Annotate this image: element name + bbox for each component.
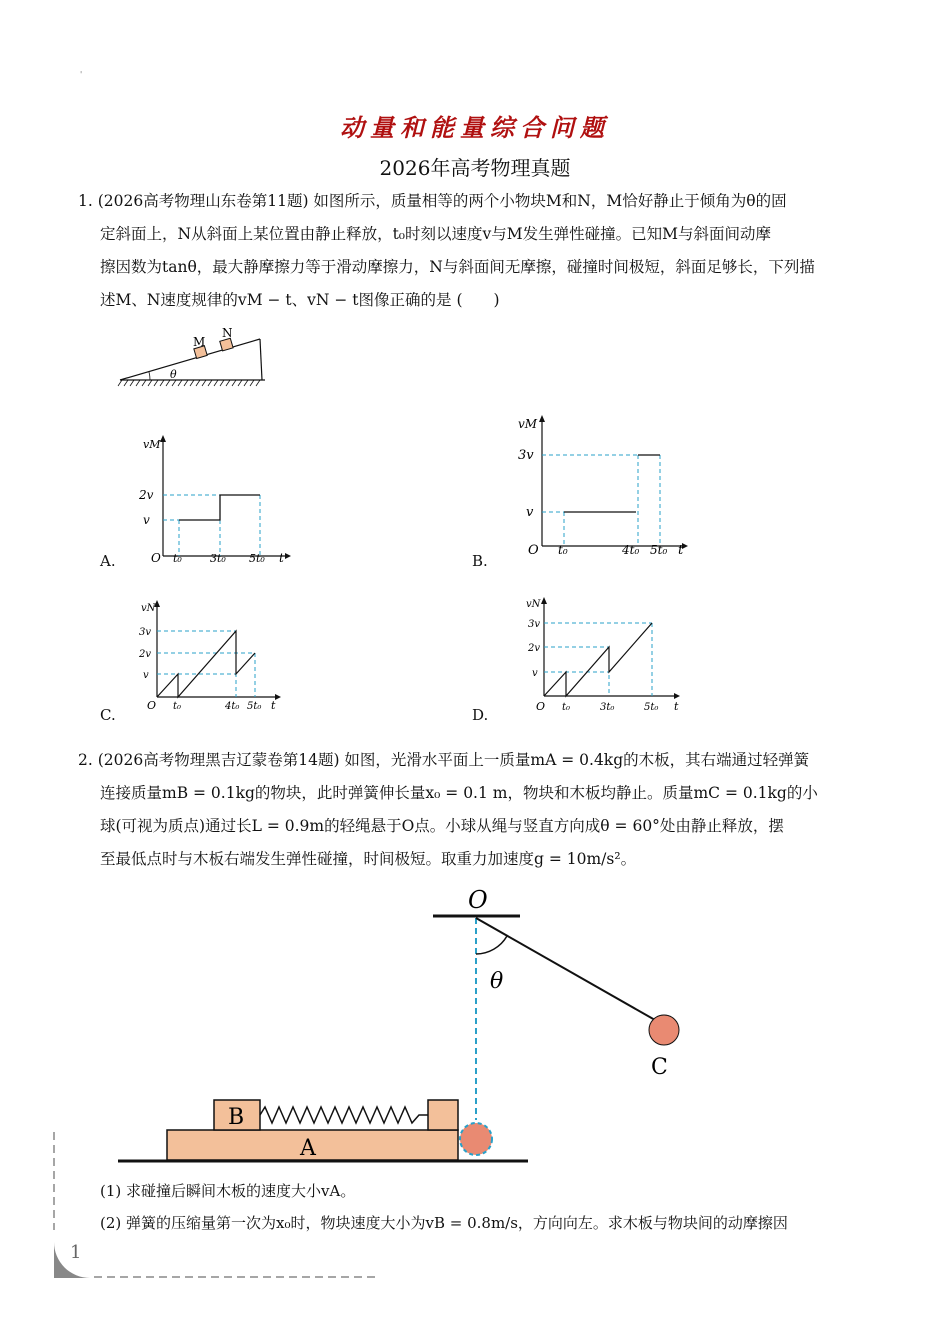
angle-label-theta: θ [490,969,504,994]
option-b-xaxis: t [678,543,684,558]
spring [260,1107,428,1123]
q2-line1: (2026高考物理黑吉辽蒙卷第14题) 如图，光滑水平面上一质量mA = 0.4kg的木板，其右端通过轻弹簧 [97,751,810,769]
board-a-label: A [300,1136,316,1161]
question-2-number: 2. [78,751,93,769]
block-n [220,338,233,351]
sub-question-1: (1) 求碰撞后瞬间木板的速度大小vA。 [100,1182,356,1200]
option-a-ytick-2: 2v [139,488,154,502]
option-d-xtick-1: t₀ [562,702,571,713]
option-c-xtick-3: 5t₀ [247,701,262,712]
option-a-graph [135,430,295,570]
option-d-ytick-3: 3v [528,619,541,630]
option-b-yaxis: vM [518,417,538,431]
option-a-label[interactable]: A. [100,552,116,570]
option-a-yaxis: vM [143,438,161,451]
option-a-xtick-1: t₀ [173,552,182,565]
option-b-ytick-2: 3v [518,448,534,463]
option-c-ytick-3: 3v [139,627,152,638]
option-d-ytick-1: v [532,668,538,679]
q2-line4: 至最低点时与木板右端发生弹性碰撞，时间极短。取重力加速度g = 10m/s²。 [100,850,637,868]
board-stop [428,1100,458,1130]
incline-angle-label: θ [170,368,177,381]
option-b-ytick-1: v [526,505,534,520]
option-b-xtick-3: 5t₀ [650,543,668,557]
option-b-origin: O [528,543,539,558]
option-a-origin: O [151,551,161,565]
option-d-xtick-3: 5t₀ [644,702,659,713]
corner-mark: ' [80,70,83,79]
label-n: N [222,326,233,340]
question-1-text [78,185,884,317]
q2-line2: 连接质量mB = 0.1kg的物块，此时弹簧伸长量x₀ = 0.1 m，物块和木板均静止。质量mC = 0.1kg的小 [100,784,818,802]
q2-line3: 球(可视为质点)通过长L = 0.9m的轻绳悬于O点。小球从绳与竖直方向成θ = 60°处由静止释放，摆 [100,817,784,835]
block-b-label: B [228,1105,245,1130]
q1-line2: 定斜面上，N从斜面上某位置由静止释放，t₀时刻以速度v与M发生弹性碰撞。已知M与斜面间动摩 [100,225,772,243]
option-c-label[interactable]: C. [100,706,116,724]
sub-question-2: (2) 弹簧的压缩量第一次为x₀时，物块速度大小为vB = 0.8m/s，方向向左。求木板与物块间的动摩擦因 [100,1214,788,1232]
option-a-ytick-1: v [143,513,150,527]
option-d-label[interactable]: D. [472,706,489,724]
pivot-label-o: O [468,886,488,914]
option-c-ytick-2: 2v [139,649,152,660]
label-m: M [193,335,206,349]
question-1-number: 1. [78,192,93,210]
option-a-xaxis: t [279,551,284,565]
page-number: 1 [70,1242,82,1263]
option-c-ytick-1: v [143,670,149,681]
option-b-xtick-2: 4t₀ [622,543,640,557]
option-d-origin: O [536,700,546,713]
pendulum-board-figure [110,880,710,1170]
option-b-graph [510,410,700,560]
incline-figure [110,322,280,392]
option-a-xtick-3: 5t₀ [249,552,265,565]
option-c-origin: O [147,699,157,712]
option-c-graph [135,595,295,720]
option-c-xaxis: t [271,699,276,712]
question-2-text [78,744,884,876]
option-c-xtick-1: t₀ [173,701,182,712]
q1-line3: 擦因数为tanθ，最大静摩擦力等于滑动摩擦力，N与斜面间无摩擦，碰撞时间极短，斜面足够长，下列描 [100,258,815,276]
option-c-xtick-2: 4t₀ [225,701,240,712]
option-b-label[interactable]: B. [472,552,488,570]
option-c-yaxis: vN [141,603,156,614]
option-d-xtick-2: 3t₀ [600,702,615,713]
ball-c [649,1015,679,1045]
q1-line1: (2026高考物理山东卷第11题) 如图所示，质量相等的两个小物块M和N，M恰好静止于倾角为θ的固 [97,192,787,210]
option-a-xtick-2: 3t₀ [210,552,226,565]
option-d-xaxis: t [674,700,679,713]
ball-lowest-position [460,1123,492,1155]
page-subtitle: 2026年高考物理真题 [379,156,571,180]
ball-c-label: C [651,1055,668,1080]
option-b-xtick-1: t₀ [558,543,568,557]
q1-line4: 述M、N速度规律的vM − t、vN − t图像正确的是 ( ) [100,291,500,309]
option-d-graph [522,592,692,720]
option-d-ytick-2: 2v [528,643,541,654]
page-corner-decoration [50,1130,390,1280]
option-d-yaxis: vN [526,599,541,610]
page-title: 动量和能量综合问题 [340,113,610,142]
